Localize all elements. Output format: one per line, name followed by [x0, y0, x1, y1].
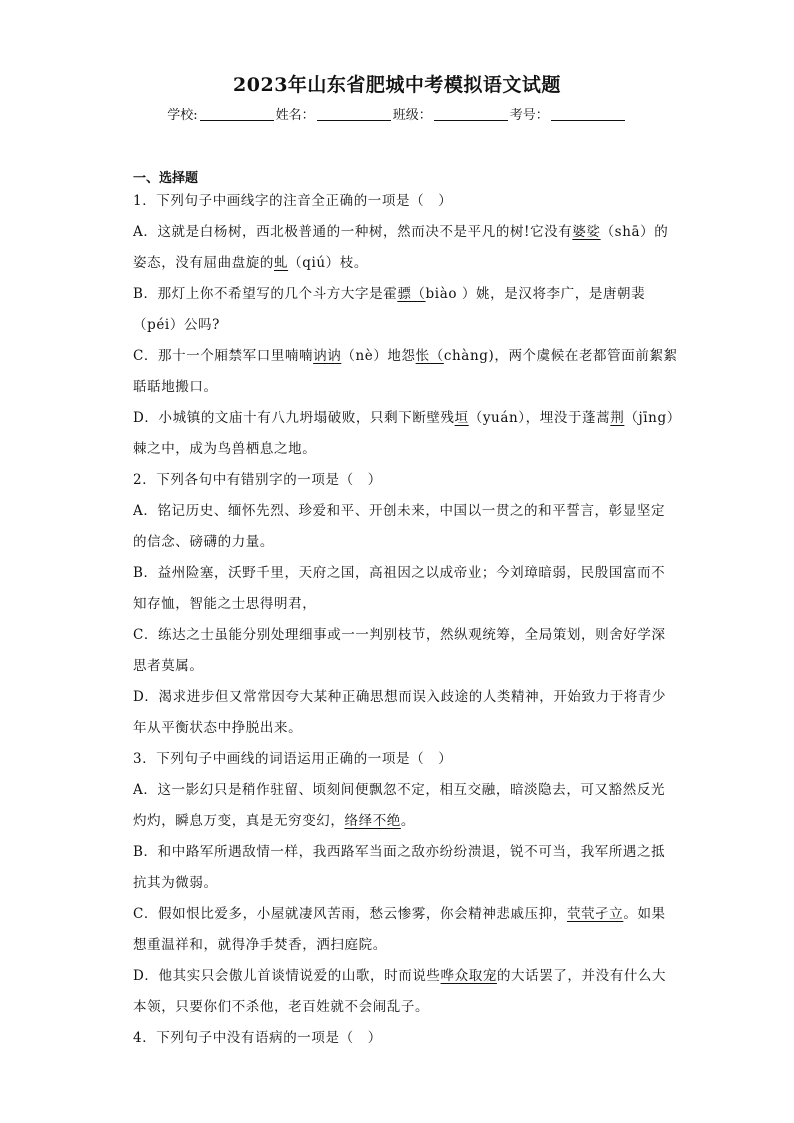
- text-segment: 知存恤，智能之士思得明君，: [133, 596, 317, 612]
- underlined-text: 络绎不绝: [344, 813, 401, 829]
- question-body: [133, 186, 681, 1054]
- underlined-text: 荆: [610, 410, 625, 426]
- text-segment: 1．下列句子中画线字的注音全正确的一项是（ ）: [133, 193, 453, 209]
- text-segment: 。如果: [623, 906, 666, 922]
- text-segment: （jīng）: [624, 410, 681, 426]
- number-label: 考号：: [509, 108, 549, 123]
- text-segment: 棘之中，成为鸟兽栖息之地。: [133, 441, 317, 457]
- text-line: [133, 775, 673, 806]
- underlined-text: 骠（: [397, 286, 426, 302]
- text-segment: B．和中路军所遇敌情一样，我西路军当面之敌亦纷纷溃退，锐不可当，我军所遇之抵: [133, 844, 666, 860]
- text-segment: D．他其实只会傲儿首谈情说爱的山歌，时而说些: [133, 968, 441, 984]
- text-segment: C．假如恨比爱多，小屋就凄风苦雨，愁云惨雾，你会精神悲戚压抑，: [133, 906, 567, 922]
- text-line: [133, 651, 673, 682]
- underlined-text: 茕茕孑立: [566, 906, 624, 922]
- text-segment: 4．下列句子中没有语病的一项是（ ）: [133, 1030, 382, 1046]
- text-line: [133, 1023, 673, 1054]
- text-segment: A．铭记历史、缅怀先烈、珍爱和平、开创未来，中国以一贯之的和平誓言，彰显坚定: [133, 503, 666, 519]
- text-line: [133, 682, 673, 713]
- text-line: [133, 279, 673, 310]
- text-line: [133, 589, 673, 620]
- text-line: [133, 341, 678, 372]
- class-blank: [434, 108, 508, 121]
- text-segment: biào ）姚，是汉将李广，是唐朝裴: [425, 286, 646, 302]
- text-line: [133, 403, 681, 434]
- underlined-text: 讷讷: [313, 348, 342, 364]
- text-segment: C．那十一个厢禁军口里喃喃: [133, 348, 314, 364]
- text-segment: 聒聒地搬口。: [133, 379, 218, 395]
- text-segment: B．那灯上你不希望写的几个斗方大字是霍: [133, 286, 398, 302]
- text-segment: 抗其为微弱。: [133, 875, 218, 891]
- text-segment: D．小城镇的文庙十有八九坍塌破败，只剩下断壁残: [133, 410, 455, 426]
- text-line: [133, 248, 673, 279]
- text-line: [133, 899, 673, 930]
- text-line: [133, 868, 673, 899]
- text-segment: 2．下列各句中有错别字的一项是（ ）: [133, 472, 382, 488]
- text-line: [133, 186, 673, 217]
- underlined-text: 怅（: [415, 348, 444, 364]
- text-segment: A．这一影幻只是稍作驻留、顷刻间便飘忽不定，相互交融，暗淡隐去，可又豁然反光: [133, 782, 666, 798]
- underlined-text: 垣: [454, 410, 469, 426]
- text-segment: 。: [400, 813, 416, 829]
- text-segment: 年从平衡状态中挣脱出来。: [133, 720, 303, 736]
- text-segment: （shā）的: [600, 224, 669, 240]
- text-line: [133, 837, 673, 868]
- text-segment: 姿态，没有屈曲盘旋的: [133, 255, 274, 271]
- text-line: [133, 217, 673, 248]
- underlined-text: 婆娑: [572, 224, 601, 240]
- text-line: [133, 310, 673, 341]
- text-segment: 灼灼，瞬息万变，真是无穷变幻，: [133, 813, 345, 829]
- text-segment: 的大话罢了，并没有什么大: [496, 968, 667, 984]
- text-segment: chàng)，两个虞候在老都管面前絮絮: [443, 348, 678, 364]
- student-info-row: [0, 104, 794, 123]
- class-label: 班级：: [392, 108, 432, 123]
- text-segment: B．益州险塞，沃野千里，天府之国，高祖因之以成帝业；今刘璋暗弱，民殷国富而不: [133, 565, 666, 581]
- text-line: [133, 434, 673, 465]
- text-segment: 3．下列句子中画线的词语运用正确的一项是（ ）: [133, 751, 453, 767]
- text-line: [133, 713, 673, 744]
- text-line: [133, 465, 673, 496]
- underlined-text: 哗众取宠: [440, 968, 497, 984]
- name-blank: [317, 108, 391, 121]
- text-line: [133, 527, 673, 558]
- text-line: [133, 930, 673, 961]
- text-segment: D．渴求进步但又常常因夸大某种正确思想而误入歧途的人类精神，开始致力于将青少: [133, 689, 667, 705]
- text-line: [133, 496, 673, 527]
- text-line: [133, 806, 673, 837]
- text-line: [133, 961, 673, 992]
- school-label: 学校:: [167, 108, 198, 123]
- school-blank: [200, 108, 274, 121]
- text-line: [133, 992, 673, 1023]
- section-heading: 一、选择题: [133, 171, 199, 186]
- text-segment: 本领，只要你们不杀他，老百姓就不会闹乱子。: [133, 999, 430, 1015]
- text-segment: （péi）公吗?: [133, 317, 220, 333]
- text-segment: 想重温祥和，就得净手焚香，洒扫庭院。: [133, 937, 387, 953]
- text-segment: （yuán），埋没于蓬蒿: [468, 410, 611, 426]
- text-segment: （nè）地怨: [341, 348, 416, 364]
- text-line: [133, 620, 673, 651]
- text-line: [133, 558, 673, 589]
- text-segment: 思者莫属。: [133, 658, 204, 674]
- text-line: [133, 372, 673, 403]
- underlined-text: 虬: [274, 255, 289, 271]
- text-segment: （qiú）枝。: [288, 255, 368, 271]
- text-line: [133, 744, 673, 775]
- name-label: 姓名：: [275, 108, 315, 123]
- number-blank: [551, 108, 625, 121]
- text-segment: A．这就是白杨树，西北极普通的一种树，然而决不是平凡的树!它没有: [133, 224, 573, 240]
- page-title: 2023年山东省肥城中考模拟语文试题: [233, 74, 561, 96]
- text-segment: 的信念、磅礴的力量。: [133, 534, 274, 550]
- text-segment: C．练达之士虽能分别处理细事或一一判别枝节，然纵观统筹，全局策划，则舍好学深: [133, 627, 666, 643]
